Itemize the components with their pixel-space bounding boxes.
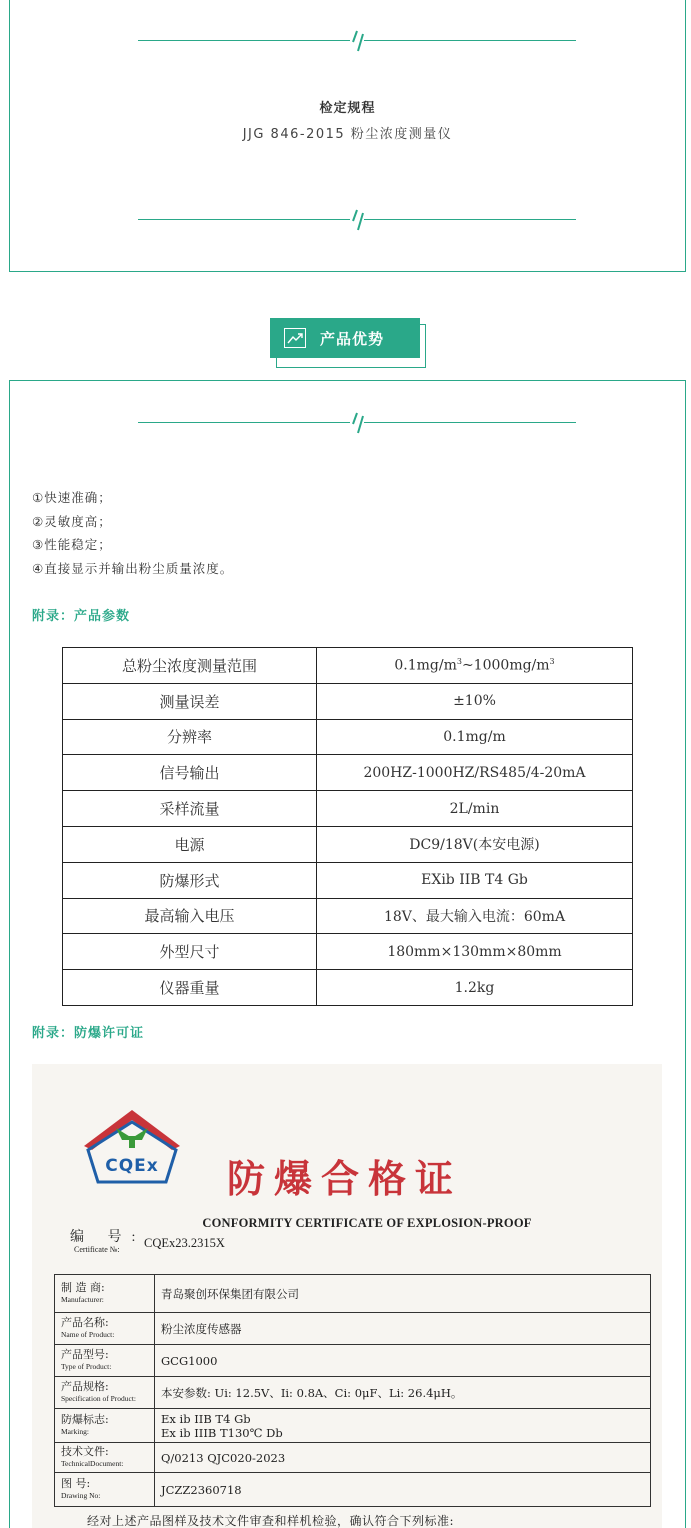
table-row — [63, 898, 633, 934]
cert-number-value: CQEx23.2315X — [144, 1236, 225, 1250]
table-row — [55, 1473, 651, 1507]
table-row — [63, 791, 633, 827]
cert-label-cn: 产品名称: — [61, 1315, 109, 1329]
cert-label-cn: 产品型号: — [61, 1347, 109, 1361]
param-value: 200HZ-1000HZ/RS485/4-20mA — [317, 755, 633, 791]
cert-label-en: Name of Product: — [61, 1329, 115, 1339]
table-row — [63, 862, 633, 898]
param-value: 180mm×130mm×80mm — [317, 934, 633, 970]
cert-label-cn: 防爆标志: — [61, 1412, 109, 1426]
cert-table — [54, 1274, 651, 1507]
param-value: $0.1mg/m^3\sim 1000mg/m^3$ — [317, 648, 633, 684]
cert-number — [70, 1226, 225, 1254]
param-key: 分辨率 — [63, 719, 317, 755]
cert-value — [155, 1409, 651, 1443]
cert-label-cn: 技术文件: — [61, 1444, 109, 1458]
param-key: 最高输入电压 — [63, 898, 317, 934]
divider-bottom — [138, 207, 576, 231]
param-value: DC9/18V(本安电源) — [317, 826, 633, 862]
cert-label-en: Manufacturer: — [61, 1294, 104, 1304]
explosion-proof-certificate — [32, 1064, 662, 1528]
param-key: 电源 — [63, 826, 317, 862]
cert-label-cn: 产品规格: — [61, 1379, 109, 1393]
standard-title: 检定规程 — [319, 101, 376, 116]
table-row — [63, 719, 633, 755]
standard-section — [9, 0, 686, 272]
advantage-item: ③性能稳定； — [32, 537, 112, 552]
cert-label-cn: 图 号: — [61, 1476, 91, 1490]
cert-title-en: CONFORMITY CERTIFICATE OF EXPLOSION-PROOF — [202, 1216, 532, 1230]
cert-label-en: Drawing No: — [61, 1490, 101, 1500]
table-row — [63, 970, 633, 1006]
badge-label: 产品优势 — [320, 329, 385, 348]
cert-label-cn: 制 造 商: — [61, 1280, 105, 1294]
table-row — [55, 1275, 651, 1313]
cert-value: 青岛聚创环保集团有限公司 — [155, 1275, 651, 1313]
param-key: 测量误差 — [63, 683, 317, 719]
param-value: 2L/min — [317, 791, 633, 827]
trend-chart-icon — [284, 328, 306, 348]
cert-label-en: Marking: — [61, 1426, 89, 1436]
table-row — [55, 1409, 651, 1443]
cert-title-cn: 防爆合格证 — [227, 1156, 463, 1201]
cert-logo-text: CQEx — [105, 1156, 159, 1176]
advantage-item: ④直接显示并输出粉尘质量浓度。 — [32, 560, 234, 576]
params-table — [62, 647, 633, 1006]
cert-footer: 经对上述产品图样及技术文件审查和样机检验，确认符合下列标准: — [87, 1514, 455, 1528]
table-row — [63, 648, 633, 684]
divider-main — [138, 410, 576, 434]
cert-value: 粉尘浓度传感器 — [155, 1313, 651, 1345]
appendix-params-title: 附录：产品参数 — [32, 609, 131, 624]
advantage-item: ①快速准确； — [32, 490, 112, 505]
advantage-item: ②灵敏度高； — [32, 513, 112, 529]
advantages-list — [32, 486, 233, 580]
param-value: 18V、最大输入电流：60mA — [317, 898, 633, 934]
cert-marking-2: Ex ib IIIB T130℃ Db — [161, 1425, 283, 1440]
cert-number-label-cn: 编 号: — [70, 1230, 146, 1245]
cert-label-en: Type of Product: — [61, 1361, 112, 1371]
cert-label-en: TechnicalDocument: — [61, 1458, 124, 1468]
table-row — [63, 934, 633, 970]
table-row — [63, 826, 633, 862]
cert-marking-1: Ex ib IIB T4 Gb — [161, 1411, 251, 1426]
param-key: 防爆形式 — [63, 862, 317, 898]
appendix-cert-title: 附录：防爆许可证 — [32, 1026, 145, 1041]
cert-number-label-en: Certificate №: — [74, 1245, 120, 1254]
divider-top — [138, 28, 576, 52]
standard-subtitle: JJG 846-2015 粉尘浓度测量仪 — [242, 127, 453, 142]
cert-value: Q/0213 QJC020-2023 — [155, 1443, 651, 1473]
param-key: 总粉尘浓度测量范围 — [63, 648, 317, 684]
section-badge — [270, 318, 428, 370]
table-row — [63, 755, 633, 791]
param-key: 信号输出 — [63, 755, 317, 791]
param-value: ±10% — [317, 683, 633, 719]
cert-value: JCZZ2360718 — [155, 1473, 651, 1507]
cert-value: GCG1000 — [155, 1345, 651, 1377]
param-value: EXib IIB T4 Gb — [317, 862, 633, 898]
table-row — [63, 683, 633, 719]
param-key: 仪器重量 — [63, 970, 317, 1006]
param-key: 采样流量 — [63, 791, 317, 827]
param-value: 0.1mg/m — [317, 719, 633, 755]
table-row — [55, 1443, 651, 1473]
param-value: 1.2kg — [317, 970, 633, 1006]
table-row — [55, 1313, 651, 1345]
cert-label-en: Specification of Product: — [61, 1393, 136, 1403]
table-row — [55, 1377, 651, 1409]
param-key: 外型尺寸 — [63, 934, 317, 970]
table-row — [55, 1345, 651, 1377]
cert-value: 本安参数: Ui: 12.5V、Ii: 0.8A、Ci: 0μF、Li: 26.4μH。 — [155, 1377, 651, 1409]
